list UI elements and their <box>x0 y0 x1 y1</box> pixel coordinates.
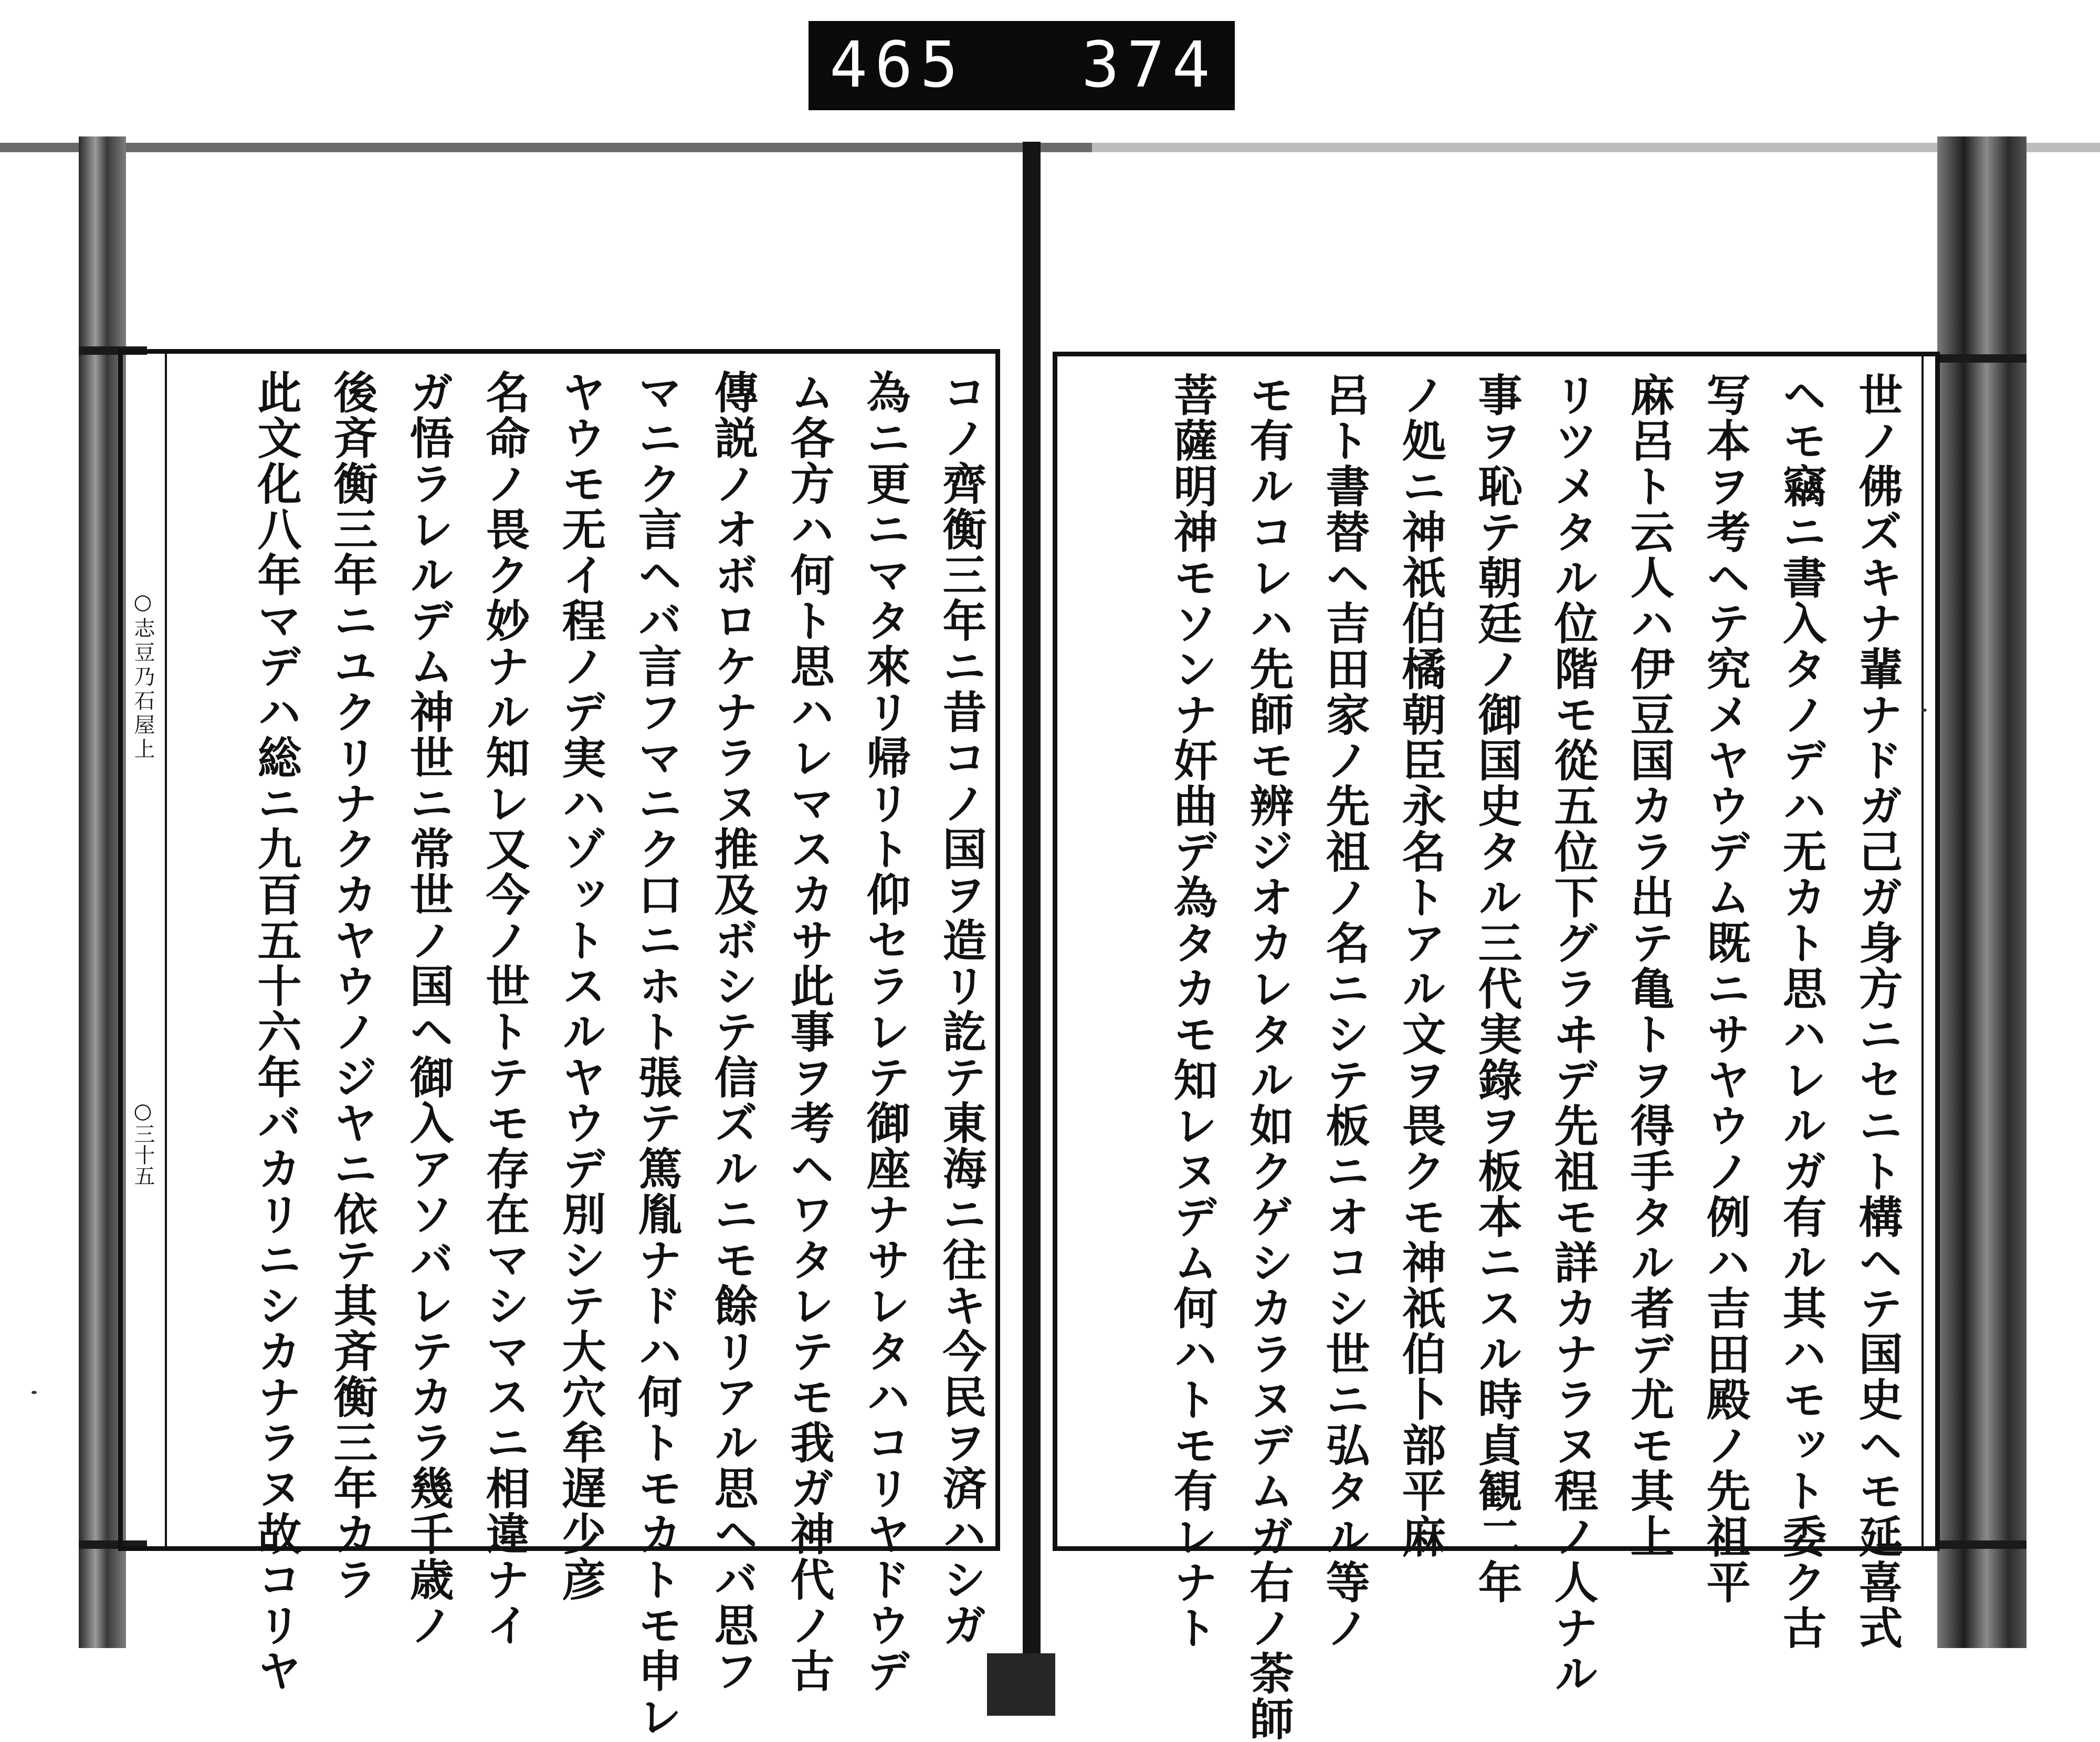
text-column: コノ齊衡三年ニ昔コノ国ヲ造リ訖テ東海ニ往キ今民ヲ済ハシガ <box>936 369 988 1648</box>
text-column: 為ニ更ニマタ來リ帰リト仰セラレテ御座ナサレタハコリヤドウデ <box>859 369 911 1694</box>
book-title-margin: ○志豆乃石屋上 <box>131 590 155 762</box>
text-column: ヘモ竊ニ書入タノデハ无カト思ハレルガ有ル其ハモット委ク古 <box>1776 372 1828 1651</box>
right-text-frame <box>1053 352 1940 1742</box>
text-column: 世ノ佛ズキナ輩ナドガ己ガ身方ニセニト構ヘテ国史ヘモ延喜式 <box>1852 372 1904 1651</box>
text-column: 写本ヲ考ヘテ究メヤウデム既ニサヤウノ例ハ吉田殿ノ先祖平 <box>1699 372 1751 1605</box>
text-column: 菩薩明神モソンナ奸曲デ為タカモ知レヌデム何ハトモ有レナト <box>1167 372 1219 1651</box>
frame-number-plate <box>808 21 1235 110</box>
text-column: ノ処ニ神祇伯橘朝臣永名トアル文ヲ畏クモ神祇伯卜部平麻 <box>1395 372 1447 1559</box>
page-folio: ○三十五 <box>131 1099 155 1186</box>
binding-band <box>1937 354 2026 363</box>
frame-number-right: 374 <box>1082 29 1217 102</box>
text-column: モ有ルコレハ先師モ辨ジオカレタル如クゲシカラヌデムガ右ノ荼師 <box>1243 372 1295 1742</box>
scan-speck <box>32 1391 37 1394</box>
binding-band <box>1937 1540 2026 1549</box>
frame-number-left: 465 <box>830 29 965 102</box>
text-column: 呂ト書替ヘ吉田家ノ先祖ノ名ニシテ板ニオコシ世ニ弘タル等ノ <box>1319 372 1371 1651</box>
right-page-fore-edge <box>1937 136 2026 1648</box>
text-column: 麻呂ト云人ハ伊豆国カラ出テ亀トヲ得手タル者デ尤モ其上 <box>1623 372 1675 1559</box>
text-column: ガ悟ラレルデム神世ニ常世ノ国ヘ御入アソバレテカラ幾千歳ノ <box>403 369 455 1648</box>
text-column: 事ヲ恥テ朝廷ノ御国史タル三代実錄ヲ板本ニスル時貞観二年 <box>1471 372 1523 1605</box>
text-column: リツメタル位階モ從五位下グラヰデ先祖モ詳カナラヌ程ノ人ナル <box>1547 372 1599 1696</box>
text-column: マニク言ヘバ言フマニク口ニホト張テ篤胤ナドハ何トモカトモ申レ <box>631 369 683 1739</box>
book-gutter <box>1023 142 1041 1695</box>
scan-speck <box>1922 709 1927 712</box>
left-text-frame <box>118 349 1000 1739</box>
margin-rule <box>1922 356 1924 1546</box>
text-column: 名命ノ畏ク妙ナル知レ又今ノ世トテモ存在マシマスニ相違ナイ <box>479 369 531 1648</box>
gutter-tab <box>987 1653 1055 1716</box>
text-column: 後斉衡三年ニユクリナクカヤウノジヤニ依テ其斉衡三年カラ <box>327 369 379 1602</box>
text-column: ヤウモ无イ程ノデ実ハゾットスルヤウデ別シテ大穴牟遅少彦 <box>555 369 607 1602</box>
margin-rule <box>165 354 167 1546</box>
text-column: 此文化八年マデハ総ニ九百五十六年バカリニシカナラヌ故コリヤ <box>250 369 302 1694</box>
text-column: ム各方ハ何ト思ハレマスカサ此事ヲ考ヘワタレテモ我ガ神代ノ古 <box>783 369 835 1694</box>
text-column: 傳説ノオボロケナラヌ推及ボシテ信ズルニモ餘リアル思ヘバ思フ <box>707 369 759 1694</box>
